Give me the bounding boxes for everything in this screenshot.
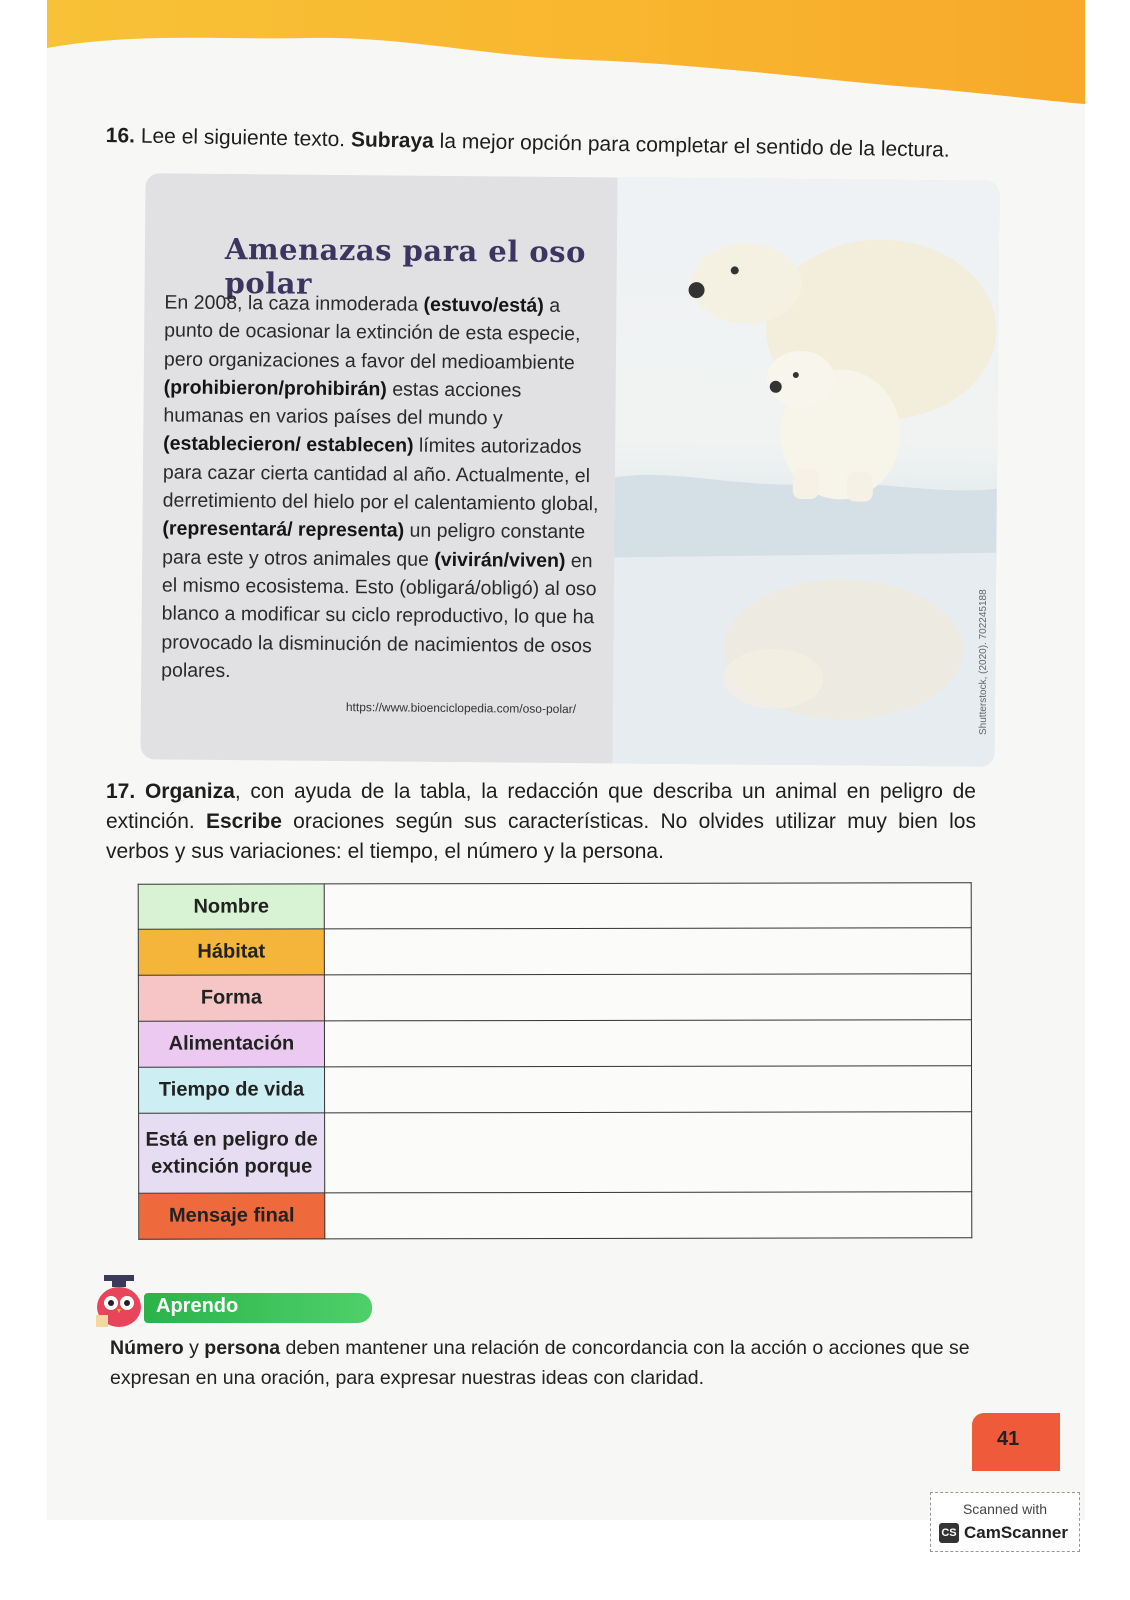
question-16-verb-subraya: Subraya: [350, 128, 435, 153]
article-option-4[interactable]: (representará/ representa): [162, 517, 405, 542]
question-16-text-b: la mejor opción para completar el sentido de la lectura.: [439, 129, 950, 162]
camscanner-line1: Scanned with: [962, 1501, 1048, 1517]
row-label-habitat: Hábitat: [138, 929, 324, 975]
row-label-peligro: Está en peligro de extinción porque: [139, 1113, 325, 1193]
question-17-verb-escribe: Escribe: [206, 810, 282, 833]
article-text-6: en el mismo ecosistema. Esto (obligará/obligó) al oso blanco a modificar su ciclo reproductivo, lo que ha provocado la disminución de nacimientos de osos polares.: [161, 549, 597, 682]
concept-text-b: deben mantener una relación de concordancia con la acción o acciones que se expresan en una oración, para expresar nuestras ideas con claridad.: [110, 1337, 970, 1389]
row-label-nombre: Nombre: [138, 884, 324, 929]
article-option-1[interactable]: (estuvo/está): [423, 293, 544, 317]
question-16-number: 16.: [105, 123, 136, 148]
row-answer-mensaje-final[interactable]: [325, 1192, 972, 1239]
camscanner-logo-icon: CS: [939, 1523, 959, 1543]
question-16-verb-lee: Lee: [140, 124, 177, 149]
aprendo-concept: [110, 1333, 970, 1393]
table-row: [139, 1066, 972, 1113]
row-answer-alimentacion[interactable]: [324, 1020, 971, 1067]
article-text-4: límites autorizados para cazar cierta cantidad al año. Actualmente, el derretimiento del hielo por el calentamiento global,: [162, 435, 599, 516]
aprendo-label: Aprendo: [156, 1295, 239, 1317]
table-row: [139, 1192, 972, 1239]
aprendo-header: [92, 1275, 382, 1335]
article-option-2[interactable]: (prohibieron/prohibirán): [163, 376, 387, 401]
top-wave-decoration: [47, 30, 1085, 120]
reading-box: [140, 173, 999, 766]
question-17-text-a: , con ayuda de la tabla, la redacción que describa un animal en peligro de extinción.: [106, 780, 976, 833]
article-text-2: a punto de ocasionar la extinción de esta especie, pero organizaciones a favor del medioambiente: [163, 294, 581, 374]
polar-bear-illustration: [612, 177, 999, 766]
photo-credit: Shutterstock, (2020). 702245188: [978, 589, 989, 735]
row-answer-peligro[interactable]: [325, 1112, 972, 1193]
article-text-5: un peligro constante para este y otros animales que: [162, 519, 586, 571]
row-answer-nombre[interactable]: [324, 883, 971, 929]
table-row: [138, 883, 971, 929]
table-row: [138, 974, 971, 1021]
article-option-5[interactable]: (vivirán/viven): [434, 548, 566, 572]
article-text-1: En 2008, la caza inmoderada: [164, 291, 424, 316]
table-row: [138, 1020, 971, 1067]
page-number: 41: [997, 1428, 1020, 1450]
article-body: [161, 288, 604, 688]
article-option-3[interactable]: (establecieron/ establecen): [163, 432, 414, 458]
row-answer-habitat[interactable]: [324, 928, 971, 975]
question-16-text-a: el siguiente texto.: [181, 125, 346, 152]
concept-bold-numero: Número: [110, 1337, 184, 1359]
question-17-text-b: oraciones según sus características. No olvides utilizar muy bien los verbos y sus variaciones: el tiempo, el número y la persona.: [106, 810, 976, 863]
question-17-verb-organiza: Organiza: [144, 780, 235, 803]
article-source-link[interactable]: https://www.bioenciclopedia.com/oso-polar/: [345, 700, 577, 717]
row-answer-forma[interactable]: [324, 974, 971, 1021]
article-title: Amenazas para el oso polar: [224, 231, 587, 301]
row-answer-tiempo-de-vida[interactable]: [325, 1066, 972, 1113]
table-row: [139, 1112, 972, 1193]
organizer-table: [138, 882, 973, 1239]
polar-bear-photo: [612, 177, 999, 766]
row-label-tiempo-de-vida: Tiempo de vida: [139, 1067, 325, 1113]
table-row: [138, 928, 971, 975]
row-label-forma: Forma: [138, 975, 324, 1021]
camscanner-badge: [930, 1492, 1080, 1552]
question-17-number: 17.: [106, 780, 136, 803]
row-label-mensaje-final: Mensaje final: [139, 1193, 325, 1239]
row-label-alimentacion: Alimentación: [138, 1021, 324, 1067]
concept-text-a: y: [183, 1337, 205, 1359]
question-17: [106, 777, 976, 867]
article-text-3: estas acciones humanas en varios países del mundo y: [163, 378, 522, 430]
camscanner-name: CamScanner: [964, 1523, 1068, 1542]
concept-bold-persona: persona: [204, 1337, 281, 1359]
owl-mascot-icon: [92, 1275, 152, 1335]
